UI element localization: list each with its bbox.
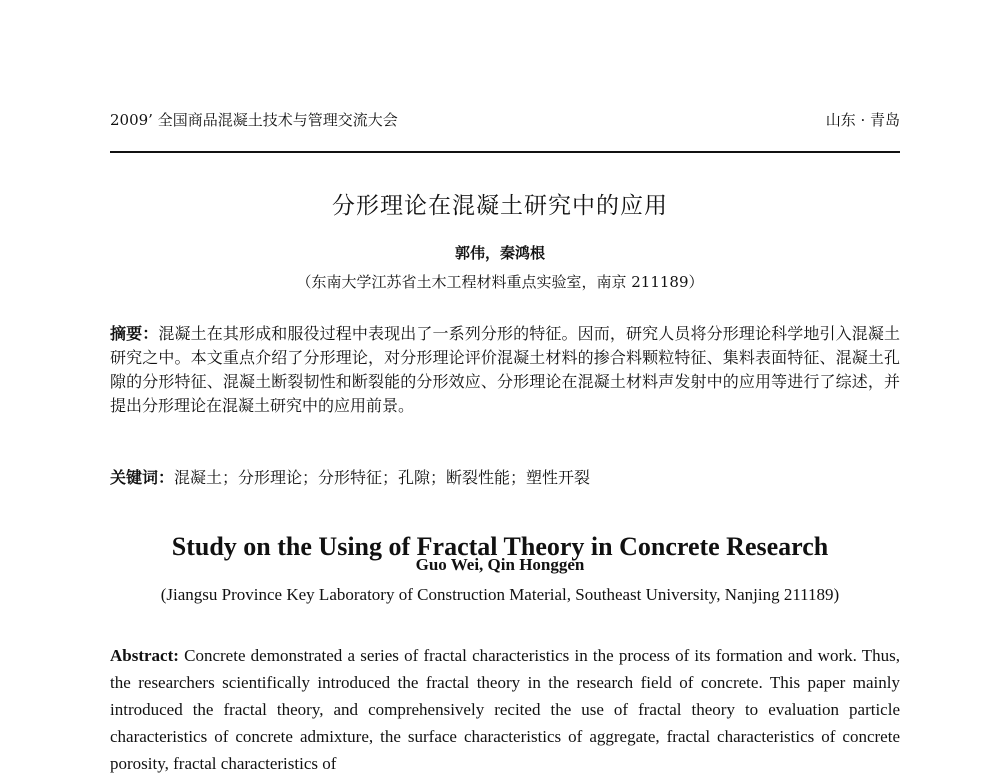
english-abstract-text: Concrete demonstrated a series of fractal characteristics in the process of its formation and work. Thus, the researchers scientifically introduced the fractal theory in the research field of concrete. This paper mainly introduced the fractal theory, and comprehensively recited the use of fractal theory to evaluation particle characteristics of concrete admixture, the surface characteristics of aggregate, fractal characteristics of concrete porosity, fractal characteristics of [110, 646, 901, 773]
english-authors: Guo Wei, Qin Honggen [415, 555, 585, 574]
running-header [110, 108, 900, 132]
chinese-abstract-label: 摘要： [110, 324, 159, 343]
chinese-abstract [110, 322, 900, 418]
english-abstract-label: Abstract: [110, 646, 179, 665]
conference-title: 2009’ 全国商品混凝土技术与管理交流大会 [110, 111, 398, 129]
chinese-abstract-text: 混凝土在其形成和服役过程中表现出了一系列分形的特征。因而，研究人员将分形理论科学地引入混凝土研究之中。本文重点介绍了分形理论，对分形理论评价混凝土材料的掺合料颗粒特征、集料表面特征、混凝土孔隙的分形特征、混凝土断裂韧性和断裂能的分形效应、分形理论在混凝土材料声发射中的应用等进行了综述，并提出分形理论在混凝土研究中的应用前景。 [110, 324, 900, 415]
conference-location: 山东 · 青岛 [825, 111, 900, 129]
chinese-affiliation: （东南大学江苏省土木工程材料重点实验室，南京 211189） [296, 273, 704, 291]
chinese-keywords-text: 混凝土；分形理论；分形特征；孔隙；断裂性能；塑性开裂 [174, 468, 591, 487]
chinese-keywords [110, 466, 900, 490]
chinese-authors: 郭伟，秦鸿根 [454, 244, 545, 262]
english-title: Study on the Using of Fractal Theory in Concrete Research [171, 531, 829, 561]
english-affiliation: (Jiangsu Province Key Laboratory of Construction Material, Southeast University, Nanjing 211189) [160, 585, 840, 604]
chinese-title: 分形理论在混凝土研究中的应用 [332, 193, 668, 220]
chinese-keywords-label: 关键词： [110, 468, 175, 487]
english-abstract [110, 642, 900, 777]
header-rule [110, 151, 900, 153]
